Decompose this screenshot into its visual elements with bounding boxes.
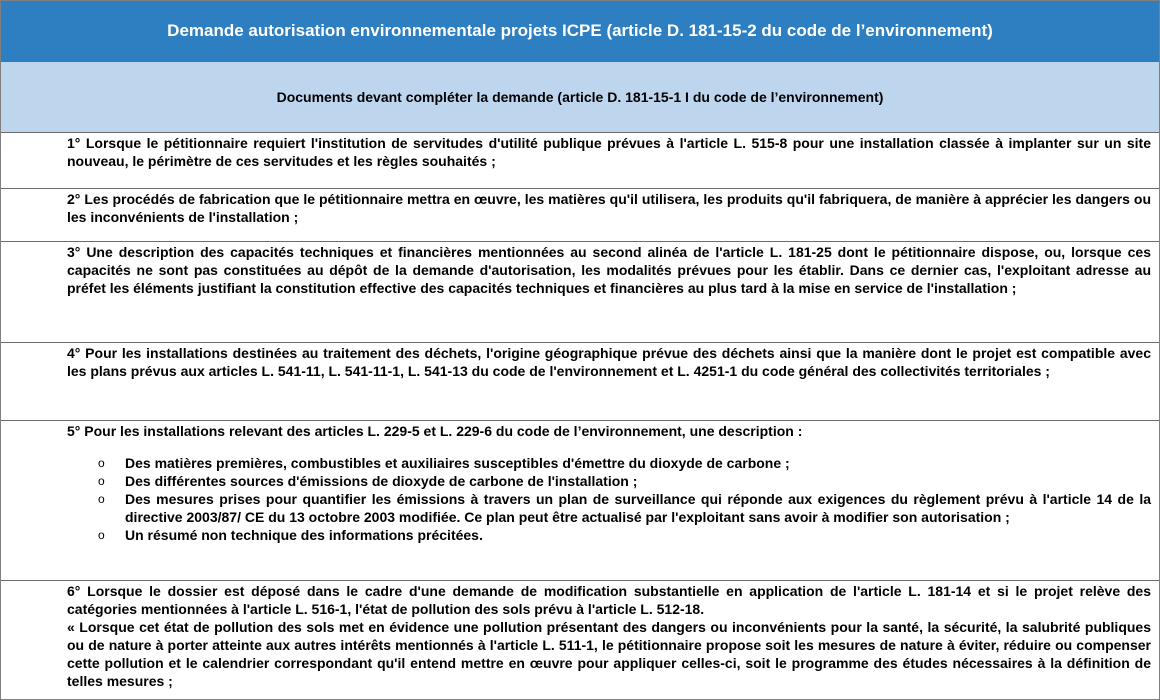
item-5-text: 5° Pour les installations relevant des articles L. 229-5 et L. 229-6 du code de l’environnement, une description : [67, 423, 803, 439]
item-1-text: 1° Lorsque le pétitionnaire requiert l'institution de servitudes d'utilité publique prévues à l'article L. 515-8 pour une installation classée à implanter sur un site nouveau, le périmètre de ces servitudes et les règles souhaités ; [67, 135, 1151, 169]
bullet-item [67, 526, 1151, 544]
bullet-circle-icon: o [98, 528, 105, 542]
document-title-text: Demande autorisation environnementale projets ICPE (article D. 181-15-2 du code de l’environnement) [167, 21, 993, 40]
item-3 [1, 242, 1159, 343]
item-1 [1, 133, 1159, 189]
bullet-item [67, 454, 1151, 472]
item-6-text: 6° Lorsque le dossier est déposé dans le cadre d'une demande de modification substantielle en application de l'article L. 181-14 et si le projet relève des catégories mentionnées à l'article L. 516-1, l'état de pollution des sols prévu à l'article L. 512-18. [67, 583, 1151, 617]
bullet-circle-icon: o [98, 456, 105, 470]
item-6 [1, 581, 1159, 700]
item-2-text: 2° Les procédés de fabrication que le pétitionnaire mettra en œuvre, les matières qu'il utilisera, les produits qu'il fabriquera, de manière à apprécier les dangers ou les inconvénients de l'installation ; [67, 191, 1151, 225]
bullet-circle-icon: o [98, 492, 105, 506]
bullet-text: Des mesures prises pour quantifier les émissions à travers un plan de surveillance qui réponde aux exigences du règlement prévu à l'article 14 de la directive 2003/87/ CE du 13 octobre 2003 modifiée. Ce plan peut être actualisé par l'exploitant sans avoir à modifier son autorisation ; [125, 491, 1151, 525]
item-6-text-continued: « Lorsque cet état de pollution des sols met en évidence une pollution présentant des dangers ou inconvénients pour la santé, la sécurité, la salubrité publiques ou de nature à porter atteinte aux autres intérêts mentionnés à l'article L. 511-1, le pétitionnaire propose soit les mesures de nature à éviter, réduire ou compenser cette pollution et le calendrier correspondant qu'il entend mettre en œuvre pour appliquer celles-ci, soit le programme des études nécessaires à la définition de telles mesures ; [67, 619, 1151, 689]
item-5 [1, 421, 1159, 581]
item-4 [1, 343, 1159, 421]
bullet-text: Des différentes sources d'émissions de dioxyde de carbone de l'installation ; [125, 473, 638, 489]
bullet-item [67, 472, 1151, 490]
section-subtitle [1, 62, 1159, 133]
bullet-text: Des matières premières, combustibles et auxiliaires susceptibles d'émettre du dioxyde de carbone ; [125, 455, 790, 471]
item-5-bullet-list [67, 454, 1151, 544]
item-4-text: 4° Pour les installations destinées au traitement des déchets, l'origine géographique prévue des déchets ainsi que la manière dont le projet est compatible avec les plans prévus aux articles L. 541-11, L. 541-11-1, L. 541-13 du code de l'environnement et L. 4251-1 du code général des collectivités territoriales ; [67, 345, 1151, 379]
section-subtitle-text: Documents devant compléter la demande (article D. 181-15-1 I du code de l’environnement) [276, 89, 884, 105]
item-2 [1, 189, 1159, 242]
bullet-circle-icon: o [98, 474, 105, 488]
document-title [1, 1, 1159, 62]
bullet-item [67, 490, 1151, 526]
bullet-text: Un résumé non technique des informations précitées. [125, 527, 483, 543]
item-3-text: 3° Une description des capacités techniques et financières mentionnées au second alinéa de l'article L. 181-25 dont le pétitionnaire dispose, ou, lorsque ces capacités ne sont pas constituées au dépôt de la demande d'autorisation, les modalités prévues pour les établir. Dans ce dernier cas, l'exploitant adresse au préfet les éléments justifiant la constitution effective des capacités techniques et financières au plus tard à la mise en service de l'installation ; [67, 244, 1151, 296]
